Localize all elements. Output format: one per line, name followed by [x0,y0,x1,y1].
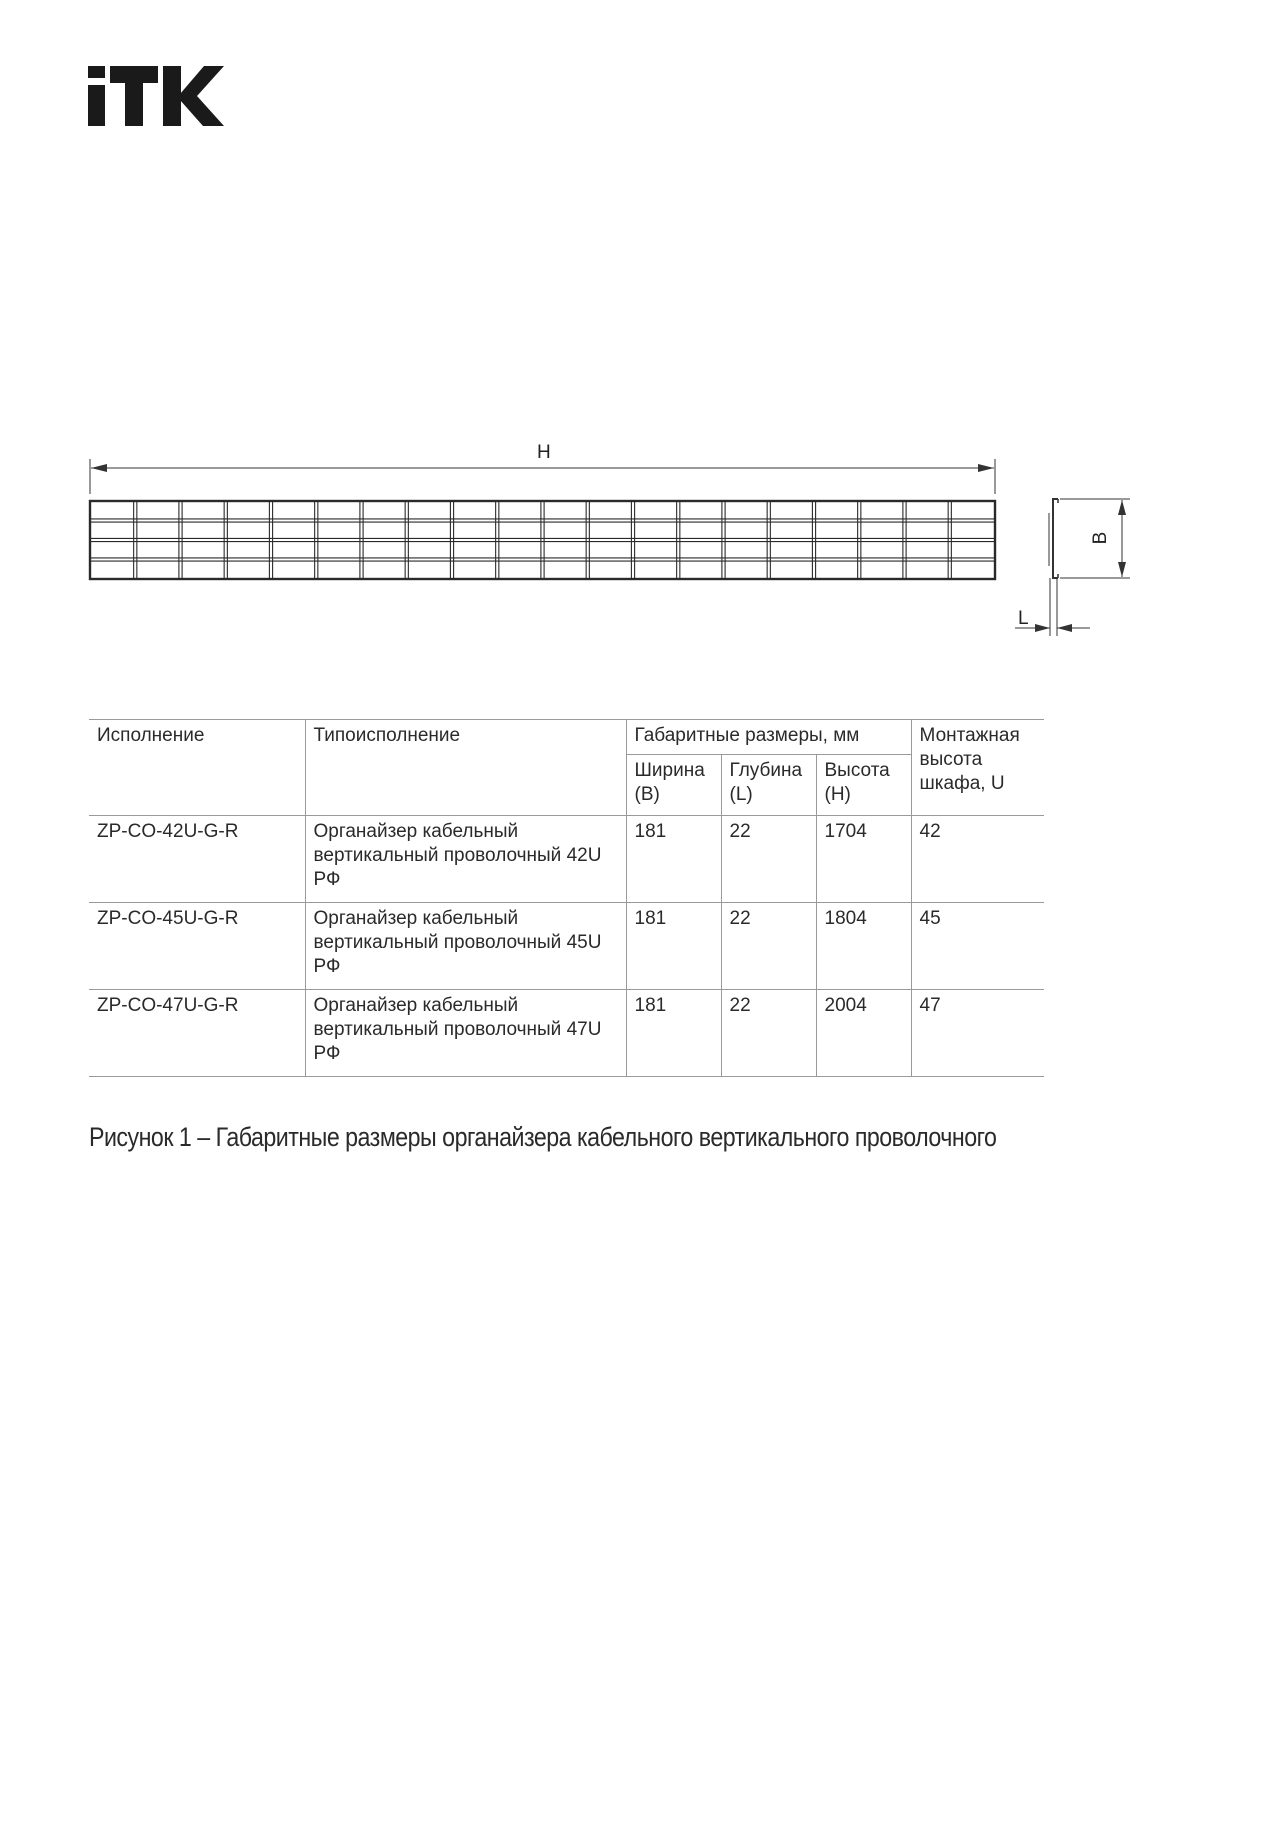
dimension-h [90,459,995,494]
cell-height: 1804 [816,903,911,990]
header-variant: Исполнение [89,720,305,816]
cell-height: 1704 [816,816,911,903]
cell-mounting-height: 47 [911,990,1044,1077]
wire-mesh-front-view [90,501,995,579]
technical-drawing [0,0,1280,700]
cell-width: 181 [626,990,721,1077]
dimension-l-label: L [1018,608,1029,629]
header-mounting-height: Монтажная высота шкафа, U [911,720,1044,816]
table-row [89,990,1044,1077]
cell-variant: ZP-CO-45U-G-R [89,903,305,990]
header-type: Типоисполнение [305,720,626,816]
cell-depth: 22 [721,816,816,903]
cell-variant: ZP-CO-42U-G-R [89,816,305,903]
cell-variant: ZP-CO-47U-G-R [89,990,305,1077]
mesh-frame [90,501,995,579]
cell-mounting-height: 42 [911,816,1044,903]
header-overall-dimensions: Габаритные размеры, мм [626,720,911,755]
dimension-b-label: B [1090,531,1111,545]
side-view [1015,499,1130,636]
table-row [89,903,1044,990]
cell-width: 181 [626,903,721,990]
cell-type: Органайзер кабельный вертикальный проволочный 45U РФ [305,903,626,990]
dimensions-table [89,719,1044,1077]
cell-type: Органайзер кабельный вертикальный проволочный 42U РФ [305,816,626,903]
table-row [89,816,1044,903]
figure-caption: Рисунок 1 – Габаритные размеры органайзера кабельного вертикального проволочного [89,1122,997,1152]
cell-mounting-height: 45 [911,903,1044,990]
header-height: Высота (H) [816,755,911,816]
cell-height: 2004 [816,990,911,1077]
header-width: Ширина (B) [626,755,721,816]
cell-depth: 22 [721,903,816,990]
cell-depth: 22 [721,990,816,1077]
cell-type: Органайзер кабельный вертикальный проволочный 47U РФ [305,990,626,1077]
table-header-row [89,720,1044,755]
cell-width: 181 [626,816,721,903]
dimension-h-label: H [537,442,551,463]
header-depth: Глубина (L) [721,755,816,816]
